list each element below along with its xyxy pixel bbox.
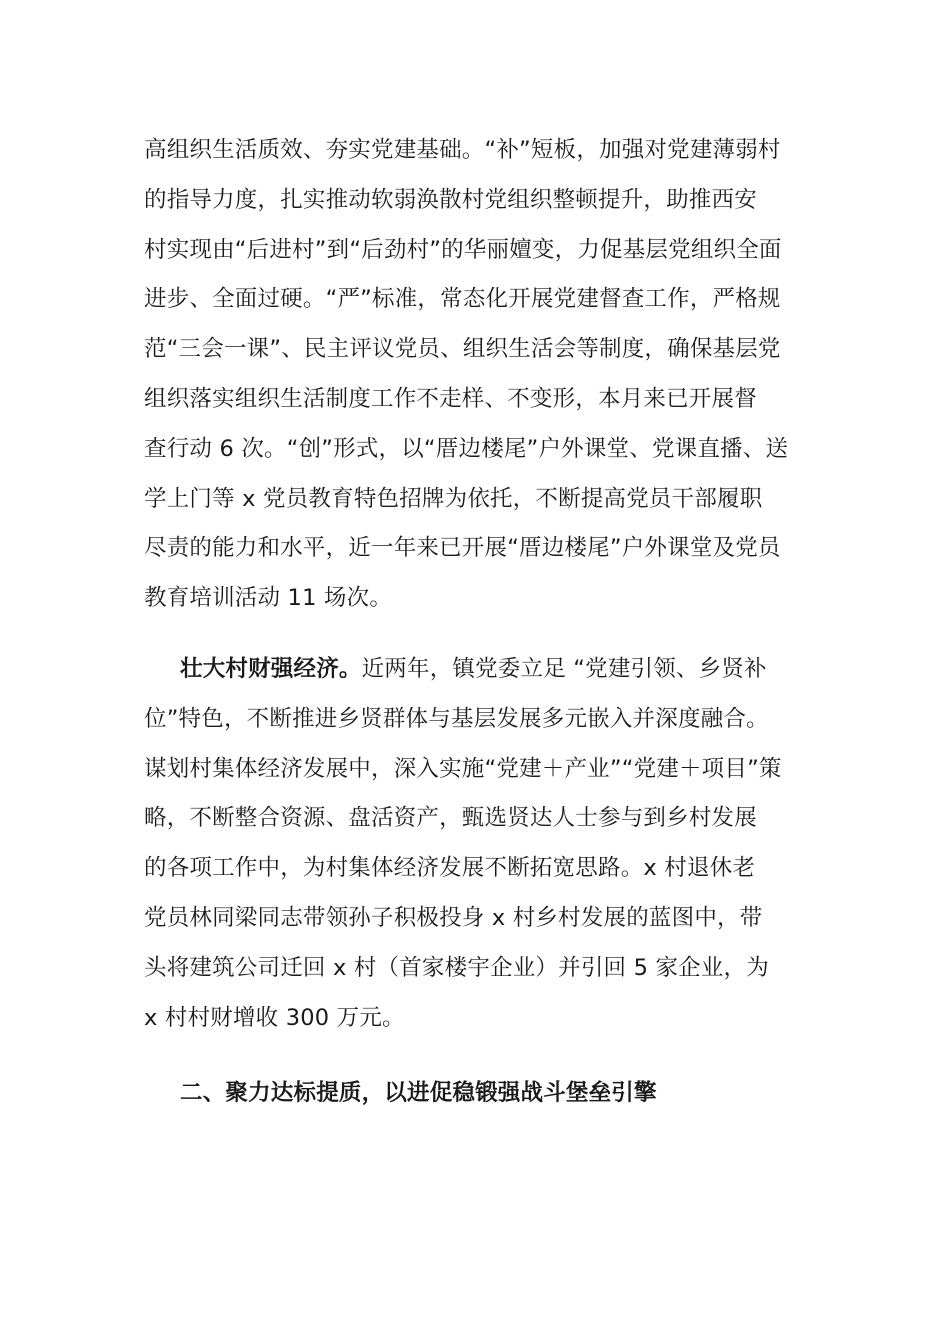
paragraph-village-economy [144, 645, 816, 1043]
text-line: 查行动 6 次。“创”形式，以“厝边楼尾”户外课堂、党课直播、送 [144, 435, 789, 462]
text-line: 的各项工作中，为村集体经济发展不断拓宽思路。x 村退休老 [144, 855, 756, 882]
text-line: 教育培训活动 11 场次。 [144, 585, 393, 612]
text-line-first [144, 645, 816, 695]
text-line: 尽责的能力和水平，近一年来已开展“厝边楼尾”户外课堂及党员 [144, 535, 781, 562]
text-line-rest: 近两年，镇党委立足 “党建引领、乡贤补 [361, 656, 767, 682]
text-line: 头将建筑公司迁回 x 村（首家楼宇企业）并引回 5 家企业，为 [144, 954, 769, 981]
text-line: 略，不断整合资源、盘活资产，甄选贤达人士参与到乡村发展 [144, 805, 757, 832]
text-line: 组织落实组织生活制度工作不走样、不变形，本月来已开展督 [144, 385, 757, 412]
text-line: 进步、全面过硬。“严”标准，常态化开展党建督查工作，严格规 [144, 286, 781, 313]
paragraph-lead-title: 壮大村财强经济。 [180, 656, 362, 682]
text-line: 的指导力度，扎实推动软弱涣散村党组织整顿提升，助推西安 [144, 186, 757, 213]
text-line: 范“三会一课”、民主评议党员、组织生活会等制度，确保基层党 [144, 336, 781, 363]
text-line: 学上门等 x 党员教育特色招牌为依托，不断提高党员干部履职 [144, 485, 763, 512]
text-line: 位”特色，不断推进乡贤群体与基层发展多元嵌入并深度融合。 [144, 705, 769, 732]
text-line: 党员林同梁同志带领孙子积极投身 x 村乡村发展的蓝图中，带 [144, 904, 763, 931]
text-line: x 村村财增收 300 万元。 [144, 1004, 405, 1031]
section-heading: 二、聚力达标提质，以进促稳锻强战斗堡垒引擎 [180, 1080, 657, 1106]
text-line: 高组织生活质效、夯实党建基础。“补”短板，加强对党建薄弱村 [144, 137, 781, 163]
paragraph-strengthen-party-building [144, 126, 816, 624]
text-line: 谋划村集体经济发展中，深入实施“党建＋产业”“党建＋项目”策 [144, 755, 782, 782]
text-line: 村实现由“后进村”到“后劲村”的华丽嬗变，力促基层党组织全面 [144, 236, 782, 263]
